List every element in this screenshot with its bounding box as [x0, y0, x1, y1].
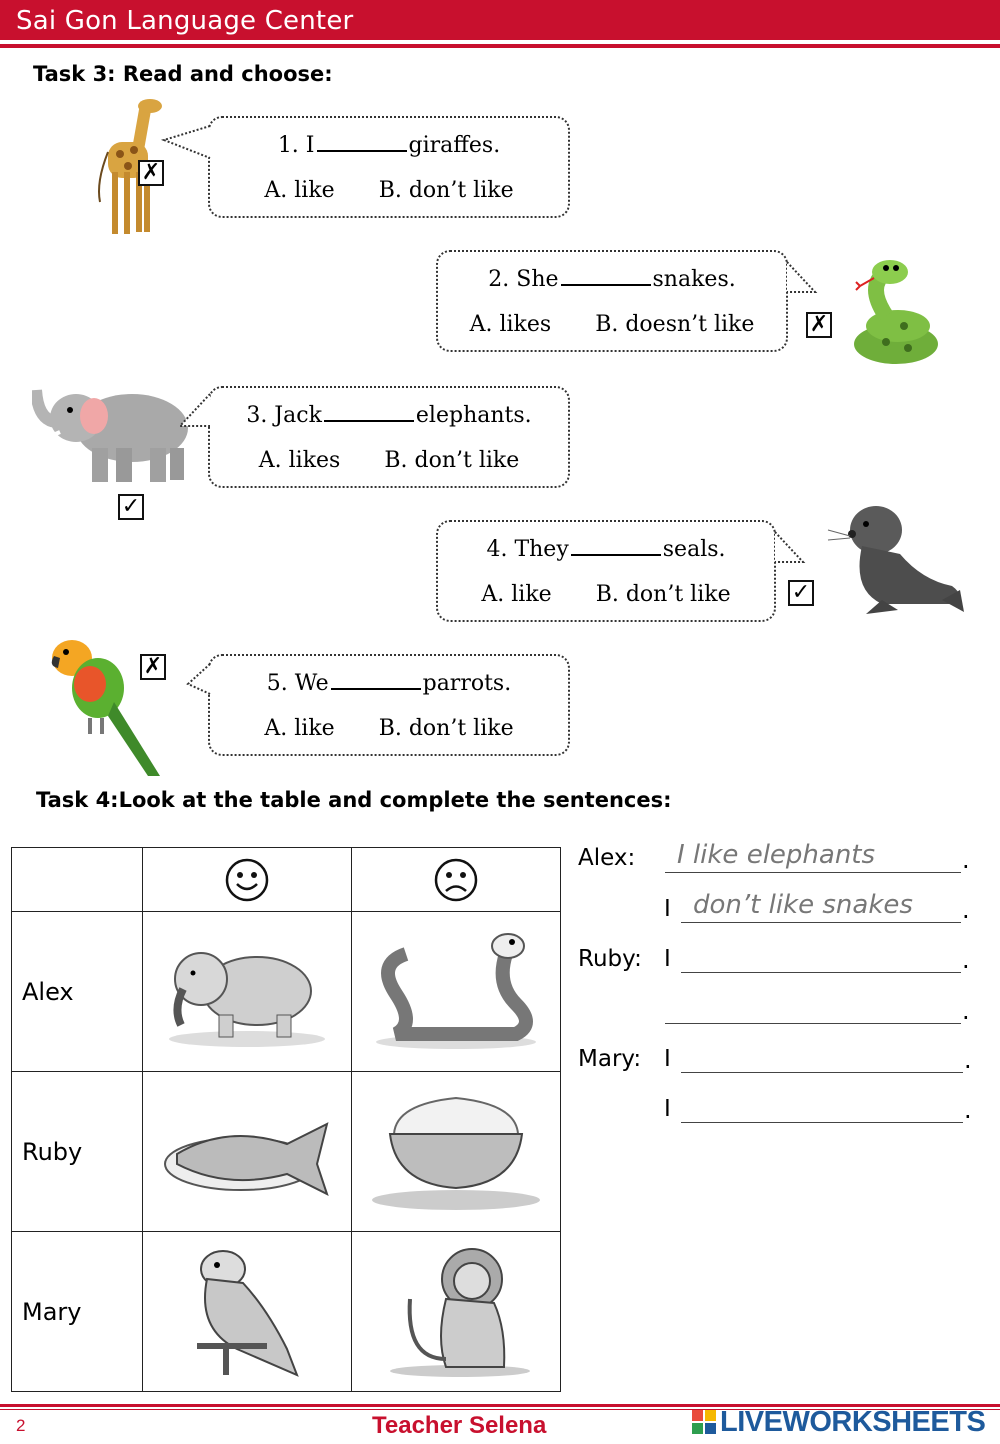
task3-title: Task 3: Read and choose:: [33, 62, 333, 86]
q1-option-b[interactable]: B. don’t like: [378, 178, 514, 203]
period: .: [964, 1096, 972, 1124]
q3-speech-bubble: [208, 386, 570, 488]
alex-label: Alex:: [578, 845, 636, 871]
q4-question: 4. They seals.: [486, 537, 726, 562]
i-label: I: [664, 1096, 671, 1122]
q4-bubble-tail: [773, 526, 809, 566]
seal-image: [822, 500, 968, 618]
elephant-image: [32, 380, 192, 485]
q3-blank: [324, 402, 414, 422]
mary-like-cell: [143, 1232, 352, 1392]
q5-option-b[interactable]: B. don’t like: [378, 716, 514, 741]
i-label: I: [664, 1046, 671, 1072]
q1-question: 1. I giraffes.: [277, 133, 501, 158]
alex-sentence-1-input[interactable]: [665, 840, 961, 873]
mary-dislike-cell: [352, 1232, 561, 1392]
likes-table: [11, 847, 561, 1392]
header-divider: [0, 44, 1000, 48]
q2-speech-bubble: [436, 250, 788, 352]
liveworksheets-logo-icon: [692, 1410, 716, 1439]
q5-speech-bubble: [208, 654, 570, 756]
alex-answer-1: I like elephants: [677, 840, 876, 870]
parrot-sketch-icon: [167, 1239, 327, 1379]
mary-sentence-2-input[interactable]: [681, 1094, 963, 1123]
q2-blank: [561, 266, 651, 286]
sad-header-cell: [352, 848, 561, 912]
table-row: [12, 1232, 561, 1392]
q1-mark-checkbox[interactable]: ✗: [138, 160, 164, 186]
alex-sentence-2-input[interactable]: [681, 890, 961, 923]
mary-sentence-1-input[interactable]: [681, 1044, 963, 1073]
mary-label: Mary:: [578, 1046, 642, 1072]
q1-speech-bubble: [208, 116, 570, 218]
page-number: 2: [16, 1416, 26, 1435]
i-label: I: [664, 946, 671, 972]
q4-mark-checkbox[interactable]: ✓: [788, 580, 814, 606]
q4-option-b[interactable]: B. don’t like: [595, 582, 731, 607]
q3-option-b[interactable]: B. don’t like: [384, 448, 520, 473]
snake-sketch-icon: [366, 924, 546, 1054]
task4-title: Task 4:Look at the table and complete the sentences:: [36, 788, 672, 812]
ruby-sentence-2-input[interactable]: [665, 995, 961, 1024]
happy-face-icon: [224, 857, 270, 903]
q5-question: 5. We parrots.: [266, 671, 512, 696]
q3-bubble-tail: [176, 390, 212, 430]
period: .: [962, 946, 970, 974]
q3-option-a[interactable]: A. likes: [258, 448, 341, 473]
q1-bubble-tail: [162, 124, 212, 164]
period: .: [962, 846, 970, 874]
liveworksheets-brand[interactable]: LIVEWORKSHEETS: [720, 1406, 986, 1438]
snake-image: [846, 256, 946, 368]
ruby-dislike-cell: [352, 1072, 561, 1232]
row-name-mary: Mary: [12, 1232, 143, 1392]
q5-option-a[interactable]: A. like: [264, 716, 335, 741]
q4-speech-bubble: [436, 520, 776, 622]
q4-blank: [571, 536, 661, 556]
ruby-sentence-1-input[interactable]: [681, 944, 961, 973]
q3-mark-checkbox[interactable]: ✓: [118, 494, 144, 520]
ruby-like-cell: [143, 1072, 352, 1232]
table-corner-cell: [12, 848, 143, 912]
q2-question: 2. She snakes.: [488, 267, 736, 292]
header-title: Sai Gon Language Center: [16, 6, 354, 36]
i-label: I: [664, 896, 671, 922]
alex-dislike-cell: [352, 912, 561, 1072]
q5-bubble-tail: [186, 660, 212, 700]
row-name-alex: Alex: [12, 912, 143, 1072]
period: .: [962, 997, 970, 1025]
elephant-sketch-icon: [157, 929, 337, 1049]
q5-blank: [331, 670, 421, 690]
table-row: [12, 1072, 561, 1232]
period: .: [964, 1046, 972, 1074]
q2-option-b[interactable]: B. doesn’t like: [595, 312, 755, 337]
period: .: [962, 896, 970, 924]
table-row: [12, 912, 561, 1072]
teacher-name: Teacher Selena: [372, 1412, 547, 1439]
alex-answer-2: don’t like snakes: [693, 890, 913, 920]
alex-like-cell: [143, 912, 352, 1072]
q3-question: 3. Jack elephants.: [246, 403, 532, 428]
q2-mark-checkbox[interactable]: ✗: [806, 312, 832, 338]
fish-sketch-icon: [157, 1094, 337, 1204]
q2-bubble-tail: [785, 256, 825, 298]
sad-face-icon: [433, 857, 479, 903]
row-name-ruby: Ruby: [12, 1072, 143, 1232]
q1-blank: [317, 132, 407, 152]
rice-bowl-sketch-icon: [366, 1084, 546, 1214]
q1-option-a[interactable]: A. like: [264, 178, 335, 203]
q5-mark-checkbox[interactable]: ✗: [140, 654, 166, 680]
ruby-label: Ruby:: [578, 946, 642, 972]
lion-sketch-icon: [376, 1239, 536, 1379]
q4-option-a[interactable]: A. like: [481, 582, 552, 607]
q2-option-a[interactable]: A. likes: [469, 312, 552, 337]
happy-header-cell: [143, 848, 352, 912]
